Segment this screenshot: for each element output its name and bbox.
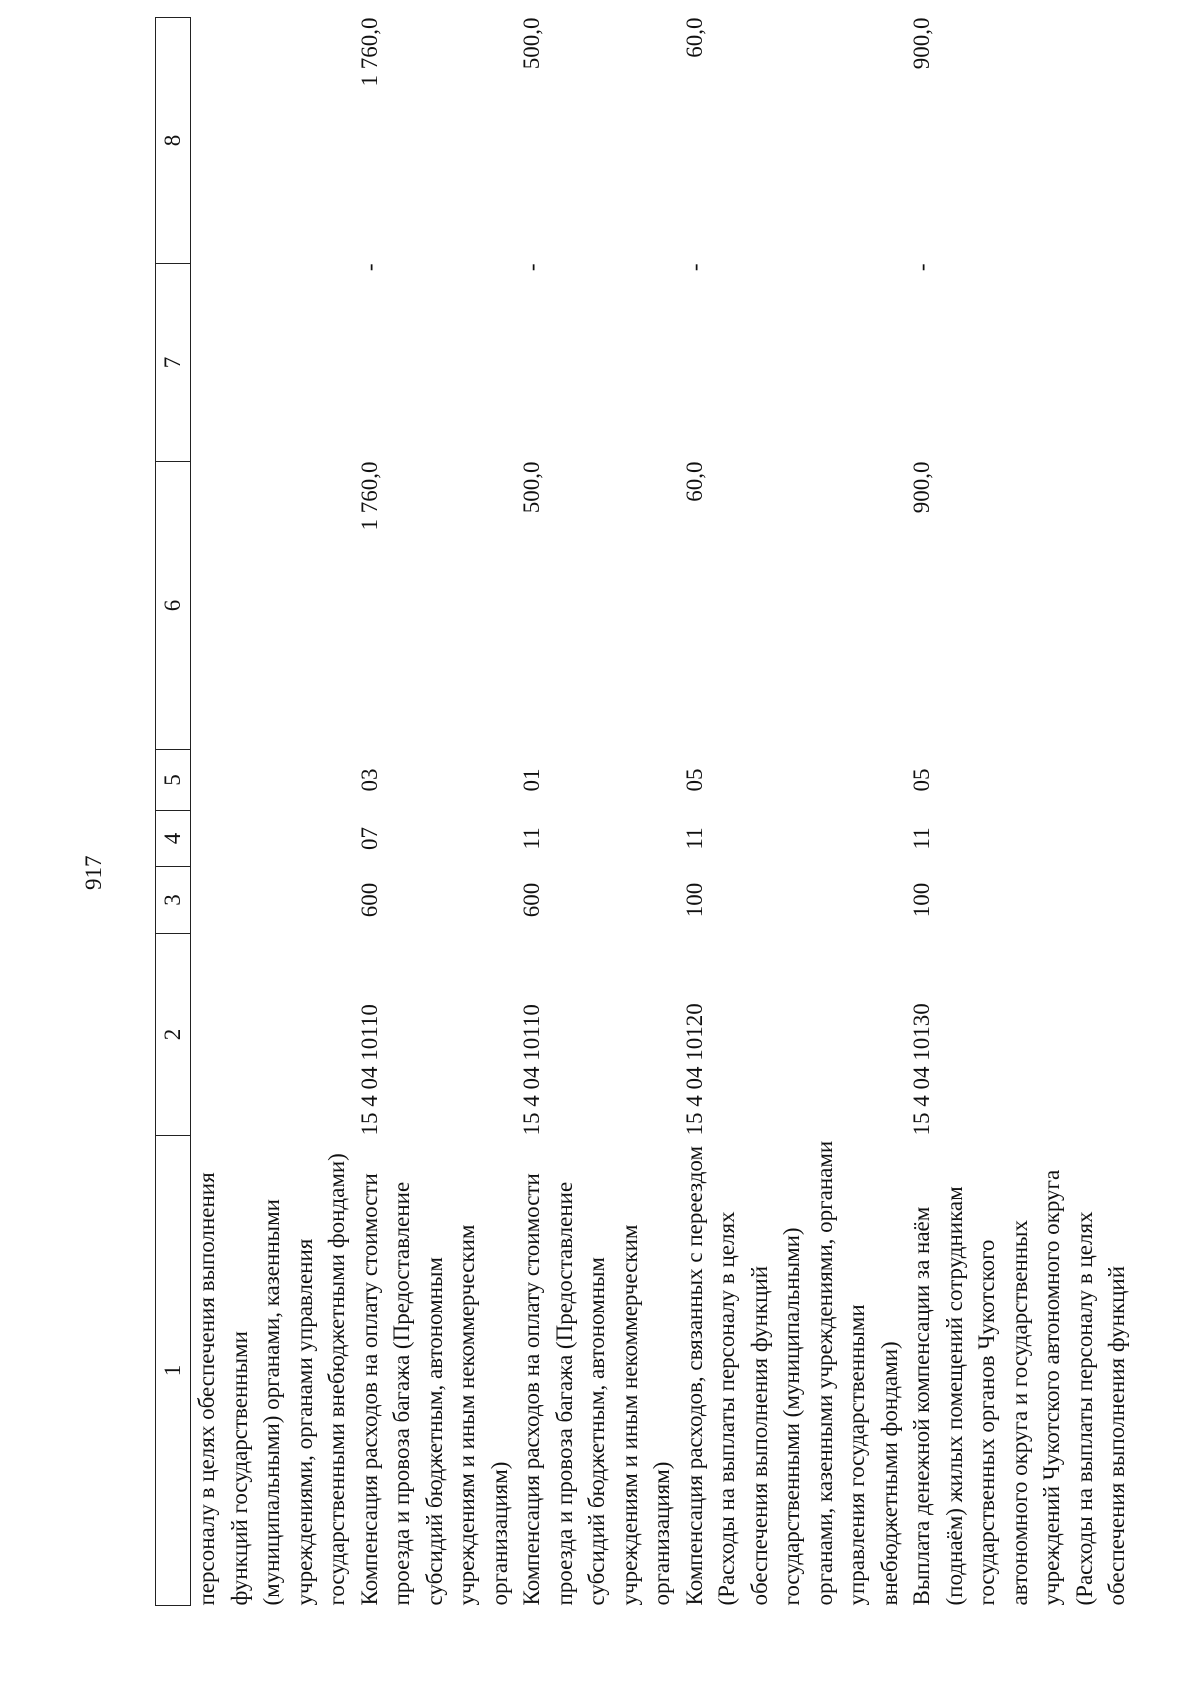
- section-code: 07: [356, 827, 382, 850]
- target-article-code: 15 4 04 10110: [356, 1004, 382, 1136]
- row-text-line: персоналу в целях обеспечения выполнения: [194, 1172, 219, 1606]
- row-text-line: Выплата денежной компенсации за наём: [909, 1206, 934, 1606]
- expense-type-code: 100: [909, 882, 934, 918]
- subsection-code: 05: [909, 768, 934, 792]
- column-header-2: 2: [156, 934, 191, 1136]
- row-text-line: (Расходы на выплаты персоналу в целях: [714, 1211, 739, 1606]
- row-text-line: Компенсация расходов, связанных с переездом: [681, 1145, 707, 1606]
- column-header-7: 7: [156, 264, 191, 462]
- row-text-line: проезда и провоза багажа (Предоставление: [551, 1181, 577, 1606]
- subsection-code: 03: [356, 768, 382, 792]
- row-text-line: организациям): [486, 1461, 512, 1606]
- column-header-5: 5: [156, 750, 191, 811]
- amount-total: 500,0: [519, 461, 544, 514]
- table-row: [679, 18, 907, 1606]
- subsection-code: 05: [681, 768, 707, 792]
- row-text-line: учреждениям и иным некоммерческим: [616, 1224, 642, 1606]
- subsection-code: 01: [519, 768, 544, 792]
- amount-total: 1 760,0: [356, 461, 382, 531]
- section-code: 11: [909, 827, 934, 850]
- target-article-code: 15 4 04 10120: [681, 1003, 707, 1136]
- empty-cell: [191, 18, 354, 264]
- amount-federal: -: [681, 263, 707, 272]
- row-text-line: учреждениями, органами управления: [291, 1238, 317, 1606]
- row-text-line: государственными внебюджетными фондами): [324, 1153, 349, 1606]
- description-cell: [906, 1136, 1134, 1606]
- page-number: 917: [81, 855, 106, 890]
- row-text-line: государственными (муниципальными): [779, 1227, 804, 1606]
- empty-cell: [191, 264, 354, 462]
- row-text-line: государственных органов Чукотского: [974, 1239, 999, 1606]
- expense-type-code: 100: [681, 882, 707, 918]
- budget-table: [155, 17, 1134, 1606]
- row-text-line: (поднаём) жилых помещений сотрудникам: [941, 1186, 967, 1606]
- empty-cell: [191, 934, 354, 1136]
- empty-cell: [191, 811, 354, 867]
- header-row: [156, 18, 191, 1606]
- description-cell: [191, 1136, 354, 1606]
- amount-total: 900,0: [909, 461, 934, 514]
- row-text-line: внебюджетными фондами): [876, 1341, 902, 1606]
- row-text-line: Компенсация расходов на оплату стоимости: [519, 1173, 544, 1606]
- amount-federal: -: [519, 263, 544, 272]
- table-row-continuation: [191, 18, 354, 1606]
- row-text-line: учреждений Чукотского автономного округа: [1039, 1169, 1064, 1606]
- description-cell: [679, 1136, 907, 1606]
- row-text-line: (Расходы на выплаты персоналу в целях: [1071, 1211, 1097, 1606]
- table-body: [191, 18, 1134, 1606]
- row-text-line: управления государственными: [844, 1304, 869, 1606]
- description-cell: [354, 1136, 517, 1606]
- expense-type-code: 600: [519, 882, 544, 918]
- column-header-6: 6: [156, 462, 191, 750]
- table-row: [354, 18, 517, 1606]
- row-text-line: организациям): [649, 1461, 674, 1606]
- amount-regional: 1 760,0: [356, 17, 382, 87]
- amount-regional: 60,0: [681, 17, 707, 58]
- column-header-4: 4: [156, 811, 191, 867]
- amount-federal: -: [356, 263, 382, 272]
- empty-cell: [191, 462, 354, 750]
- row-text-line: автономного округа и государственных: [1006, 1220, 1032, 1606]
- column-header-8: 8: [156, 18, 191, 264]
- column-header-3: 3: [156, 867, 191, 934]
- row-text-line: субсидий бюджетным, автономным: [584, 1257, 609, 1606]
- section-code: 11: [519, 827, 544, 850]
- target-article-code: 15 4 04 10130: [909, 1003, 934, 1136]
- amount-federal: -: [909, 263, 934, 272]
- row-text-line: Компенсация расходов на оплату стоимости: [356, 1173, 382, 1606]
- empty-cell: [191, 750, 354, 811]
- expense-type-code: 600: [356, 882, 382, 918]
- row-text-line: субсидий бюджетным, автономным: [421, 1257, 447, 1606]
- row-text-line: (муниципальными) органами, казенными: [259, 1199, 284, 1606]
- row-text-line: учреждениям и иным некоммерческим: [454, 1224, 479, 1606]
- row-text-line: органами, казенными учреждениями, органами: [811, 1140, 837, 1606]
- empty-cell: [191, 867, 354, 934]
- column-header-1: 1: [156, 1136, 191, 1606]
- section-code: 11: [681, 827, 707, 850]
- row-text-line: обеспечения выполнения функций: [746, 1265, 772, 1606]
- target-article-code: 15 4 04 10110: [519, 1004, 544, 1136]
- amount-regional: 500,0: [519, 17, 544, 70]
- amount-regional: 900,0: [909, 17, 934, 70]
- row-text-line: проезда и провоза багажа (Предоставление: [389, 1181, 414, 1606]
- description-cell: [516, 1136, 679, 1606]
- row-text-line: функций государственными: [226, 1331, 252, 1606]
- table-row: [906, 18, 1134, 1606]
- table-row: [516, 18, 679, 1606]
- amount-total: 60,0: [681, 461, 707, 502]
- row-text-line: обеспечения выполнения функций: [1104, 1265, 1129, 1606]
